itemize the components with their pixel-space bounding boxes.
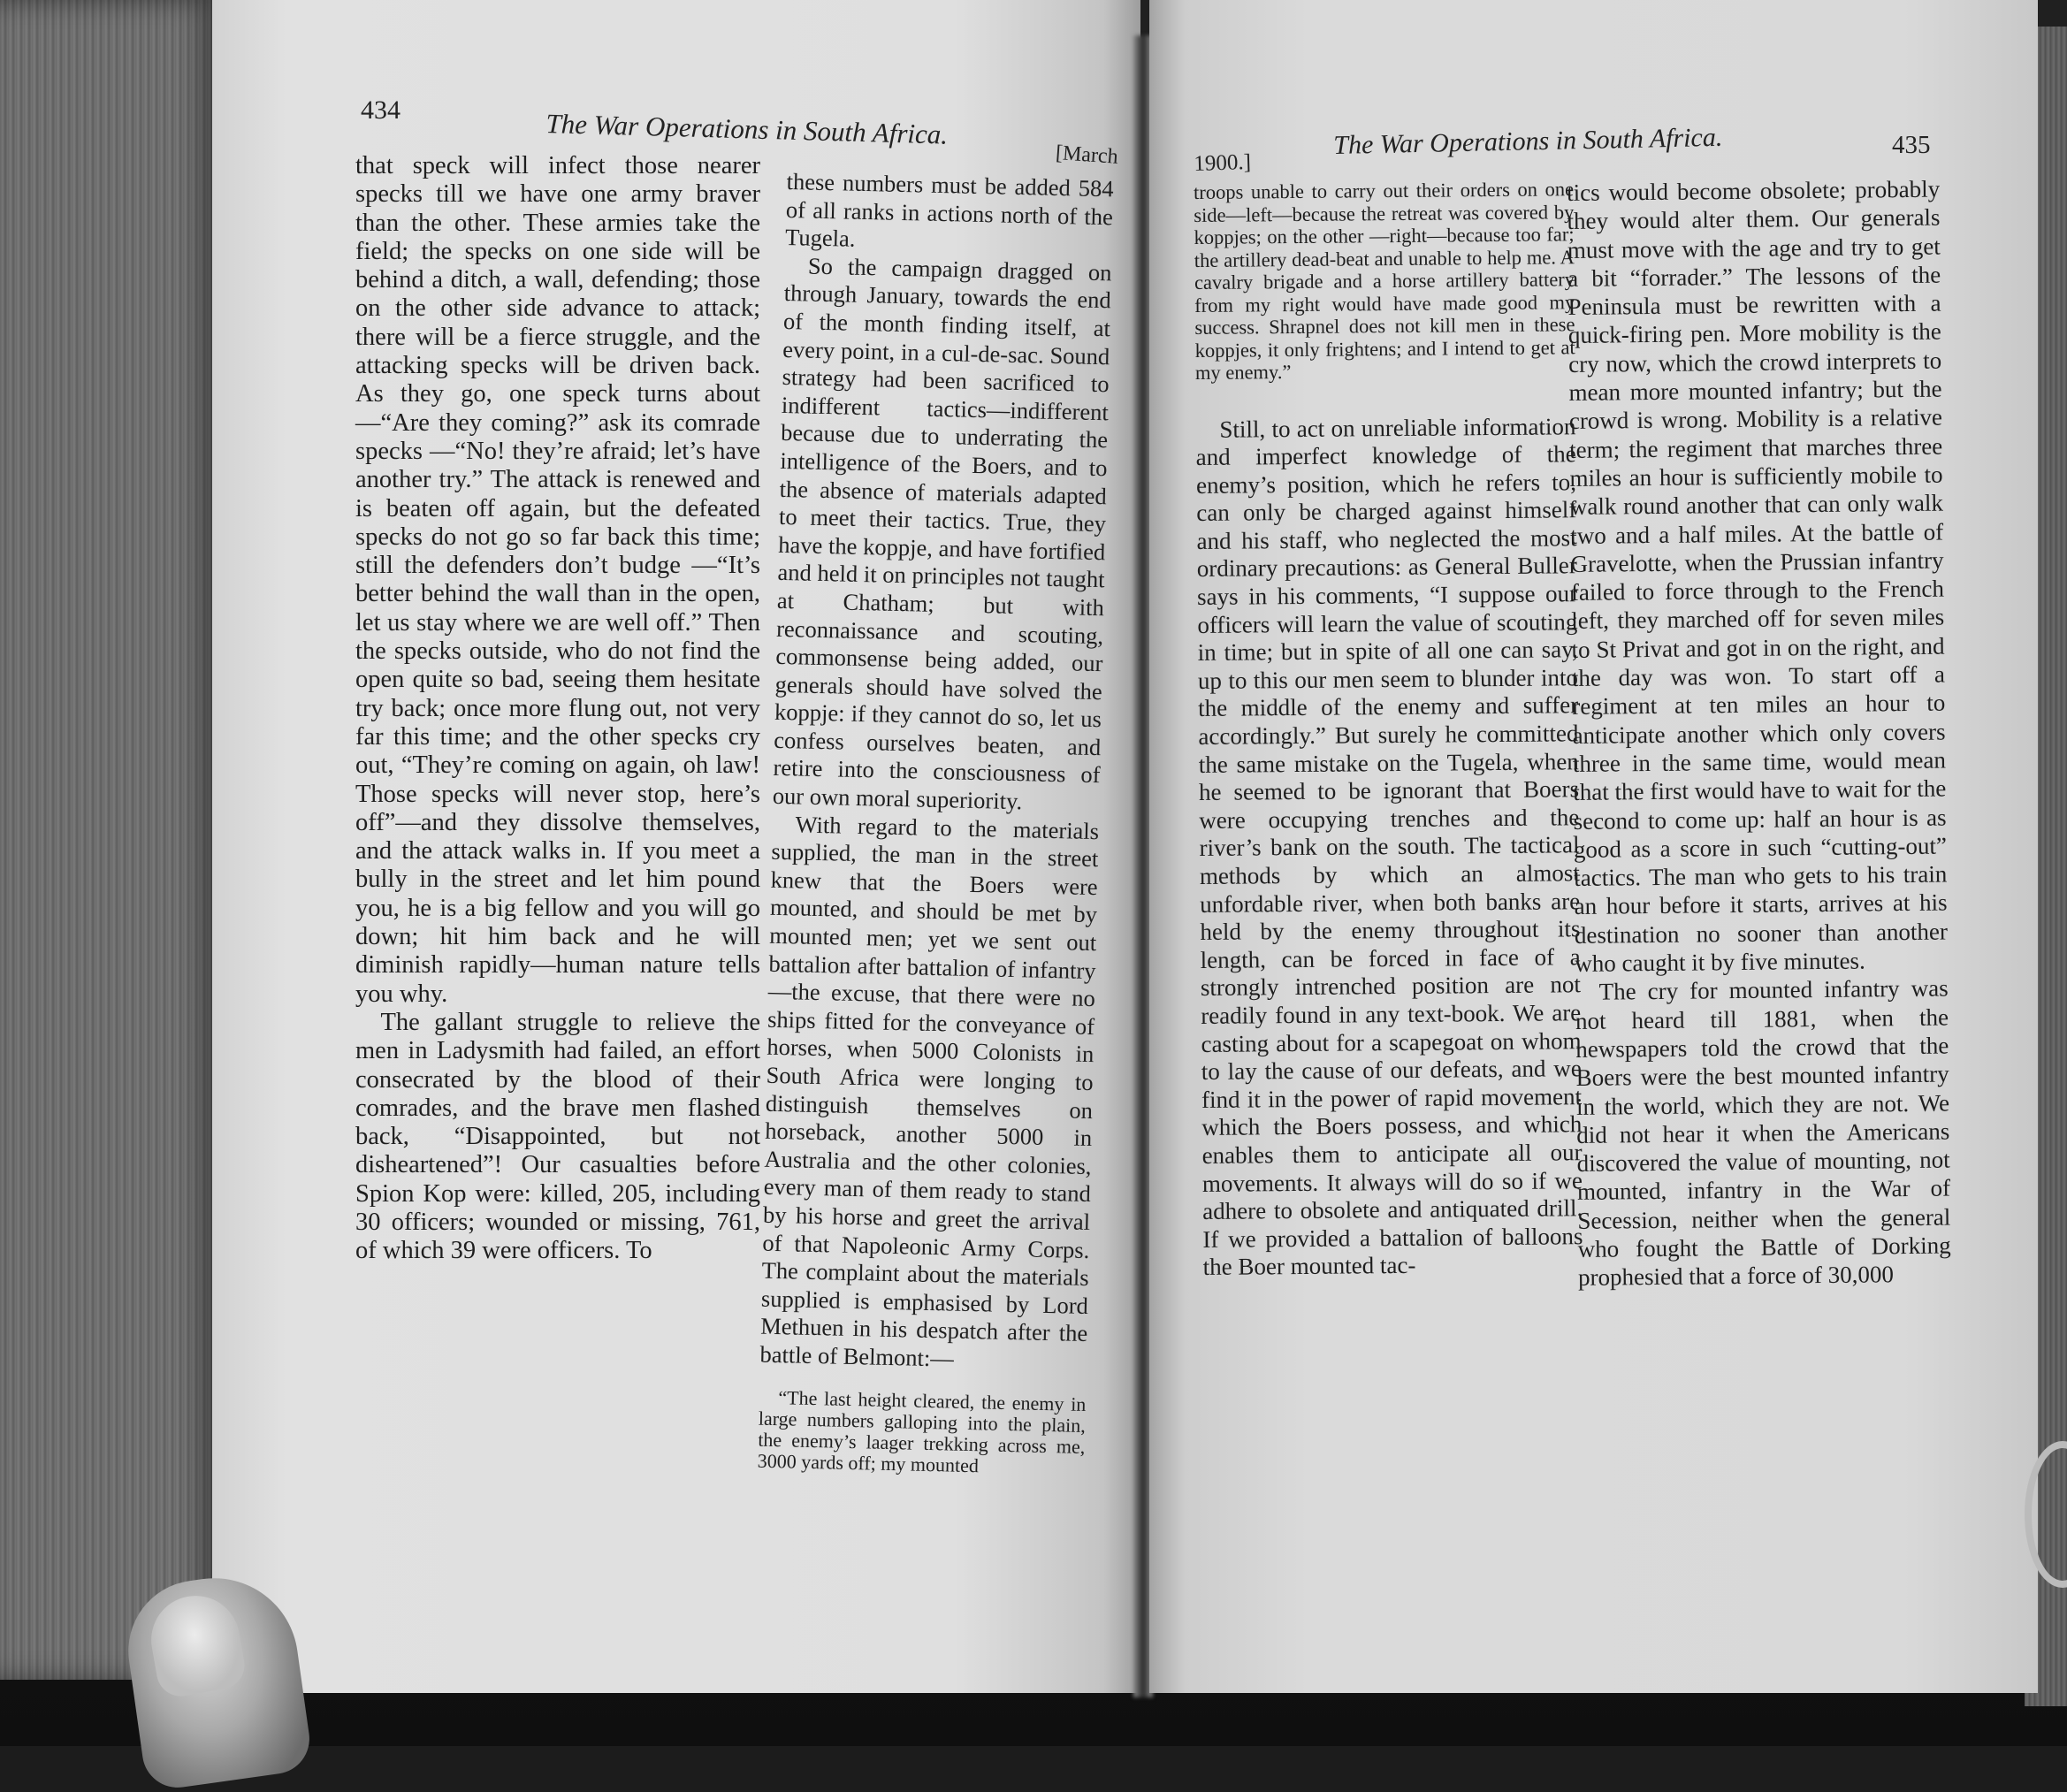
right-page-number: 435 xyxy=(1892,131,1931,159)
right-column-1 xyxy=(1194,178,1583,1282)
left-column-2 xyxy=(758,168,1114,1479)
left-date-mark: [March xyxy=(1055,141,1119,169)
paragraph: The cry for mounted infantry was not heard till 1881, when the newspapers told the crowd that the Boers were the best mounted infantry in the world, which they are not. We did not hear it when the Americans discovered the value of mounting, not mounted, infantry in the War of Secession, neither when the general who fought the Battle of Dorking prophesied that a force of 30,000 xyxy=(1575,974,1951,1292)
paragraph: The gallant struggle to relieve the men in Ladysmith had failed, an effort consecrated by the blood of their comrades, and the brave men flashed back, “Disappointed, but not disheartened”! Our casualties before Spion Kop were: killed, 205, including 30 officers; wounded or missing, 761, of which 39 were officers. To xyxy=(355,1008,760,1265)
quote-continuation: troops unable to carry out their orders on one side—left—because the retreat was covered by koppjes; on the other —right—because too far; the artillery dead-beat and unable to help me. A cavalry brigade and a horse artillery battery from my right would have made good my success. Shrapnel does not kill men in these koppjes, it only frightens; and I intend to get at my enemy.” xyxy=(1194,178,1575,384)
left-running-title: The War Operations in South Africa. xyxy=(545,108,949,150)
paragraph: So the campaign dragged on through January, towards the end of the month finding itself, at every point, in a cul-de-sac. Sound strategy had been sacrificed to indifferent tactics—indifferent because due to underrating the intelligence of the Boers, and to the absence of materials adapted to meet their tactics. True, they have the koppje, and have fortified and held it on principles not taught at Chatham; but with reconnaissance and scouting, commonsense being added, our generals should have solved the koppje: if they cannot do so, let us confess ourselves beaten, and retire into the consciousness of our own moral superiority. xyxy=(772,252,1112,815)
paragraph: that speck will infect those nearer specks till we have one army braver than the other. These armies take the field; the specks on one side will be behind a ditch, a wall, defending; those on the other side advance to attack; there will be a fierce struggle, and the attacking specks will be driven back. As they go, one speck turns about—“Are they coming?” ask its comrade specks —“No! they’re afraid; let’s have another try.” The attack is renewed and is beaten off again, but the defeated specks do not go so far back this time; still the defenders don’t budge —“It’s better behind the wall than in the open, let us stay where we are well off.” Then the specks outside, who do not find the open quite so bad, seeing them hesitate try back; once more flung out, not very far this time; and the other specks cry out, “They’re coming on again, oh law! Those specks will never stop, here’s off”—and they dissolve themselves, and the attack walks in. If you meet a bully in the street and let him pound you, he is a big fellow and you will go down; hit him back and he will diminish rapidly—human nature tells you why. xyxy=(355,152,760,1008)
paragraph: tics would become obsolete; probably they would alter them. Our generals must move with the age and try to get a bit “forrader.” The lessons of the Peninsula must be rewritten with a quick-firing pen. More mobility is the cry now, which the crowd interprets to mean more mounted infantry; but the crowd is wrong. Mobility is a relative term; the regiment that marches three miles an hour is sufficiently mobile to walk round another that can only walk two and a half miles. At the battle of Gravelotte, when the Prussian infantry failed to force through to the French left, they marched off for seven miles to St Privat and got in on the right, and the day was won. To start off a regiment at ten miles an hour to anticipate another which only covers three in the same time, would mean that the first would have to wait for the second to come up: half an hour is as good as a score in such “cutting-out” tactics. The man who gets to his train an hour before it starts, arrives at his destination no sooner than another who caught it by five minutes. xyxy=(1567,175,1949,977)
paragraph: Still, to act on unreliable information and imperfect knowledge of the enemy’s position, which he refers to, can only be charged against himself and his staff, who neglected the most ordinary precautions: as General Buller says in his comments, “I suppose our officers will learn the value of scouting in time; but in spite of all one can say, up to this our men seem to blunder into the middle of the enemy and suffer accordingly.” But surely he committed the same mistake on the Tugela, when he seemed to be ignorant that Boers were occupying trenches and the river’s bank on the south. The tactical methods by which an almost unfordable river, when both banks are held by the enemy throughout its length, can be forced in face of a strongly intrenched position are not readily found in any text-book. We are casting about for a scapegoat on whom to lay the cause of our defeats, and we find it in the power of rapid movement which the Boers possess, and which enables them to anticipate all our movements. It always will do so if we adhere to obsolete and antiquated drill. If we provided a battalion of balloons the Boer mounted tac- xyxy=(1195,412,1583,1281)
left-page xyxy=(212,0,1140,1693)
page-block-edges-left xyxy=(0,0,221,1680)
left-column-1 xyxy=(355,152,760,1266)
paragraph: these numbers must be added 584 of all ranks in actions north of the Tugela. xyxy=(784,168,1114,252)
paragraph: With regard to the materials supplied, the man in the street knew that the Boers were mounted, and should be met by mounted men; yet we sent out battalion after battalion of infantry—the excuse, that there were no ships fitted for the conveyance of horses, when 5000 Colonists in South Africa were longing to distinguish themselves on horseback, another 5000 in Australia and the other colonies, every man of them ready to stand by his horse and greet the arrival of that Napoleonic Army Corps. The complaint about the materials supplied is emphasised by Lord Methuen in his despatch after the battle of Belmont:— xyxy=(759,811,1100,1372)
left-page-number: 434 xyxy=(361,95,400,125)
right-running-title: The War Operations in South Africa. xyxy=(1333,122,1723,160)
right-column-2 xyxy=(1567,175,1951,1293)
right-page xyxy=(1149,0,2038,1693)
quote-paragraph: “The last height cleared, the enemy in large numbers galloping into the plain, the enemy’s laager trekking across me, 3000 yards off; my mounted xyxy=(757,1385,1087,1476)
right-date-mark: 1900.] xyxy=(1194,149,1252,176)
